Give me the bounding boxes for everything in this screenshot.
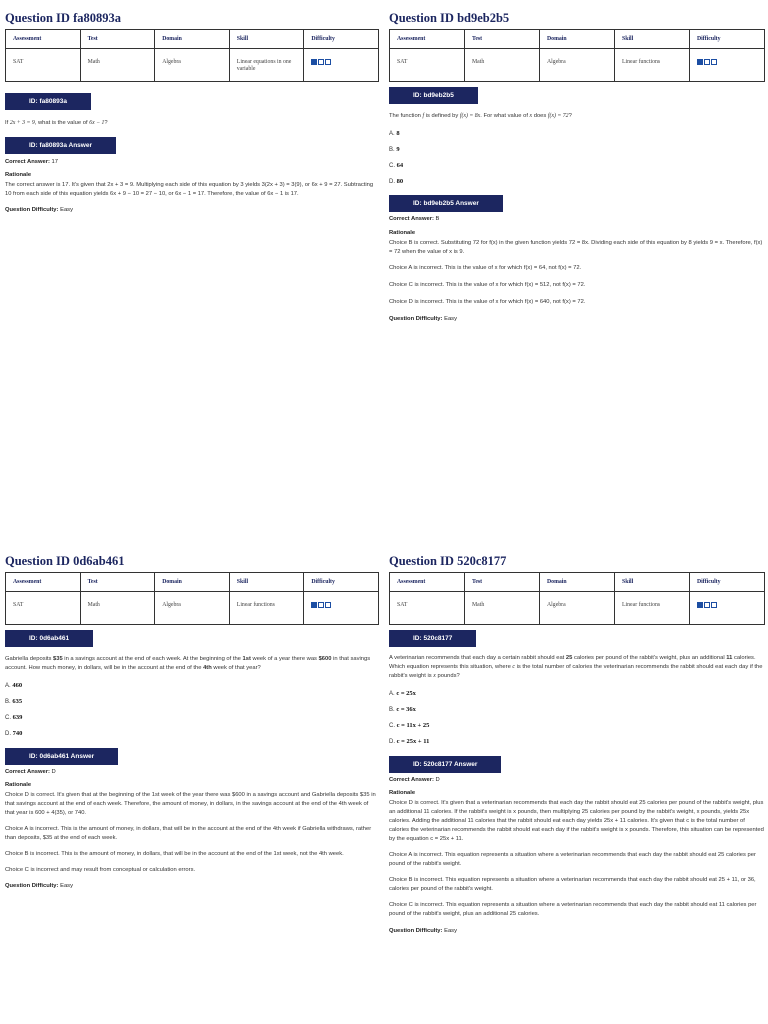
cell-difficulty [690,592,765,625]
answer-choice-d: D. 80 [389,178,404,185]
rationale-paragraph: The correct answer is 17. It's given that 2x + 3 = 9. Multiplying each side of this equation by 3 yields 3(2x + 3) = 3(9), or 6x + 9 = 27. Subtracting 10 from each side of this equation yields 6x + 9 − 10 = 27 − 10, or 6x − 1 = 17. Therefore, the value of 6x − 1 is 17. [5,182,374,197]
answer-banner: ID: 520c8177 Answer [389,756,501,773]
answer-choice-a: A. c = 25x [389,690,416,697]
id-banner: ID: 520c8177 [389,630,476,647]
answer-choice-b: B. 635 [5,698,23,705]
rationale-paragraph: Choice A is incorrect. This equation represents a situation where a veterinarian recommends that each day the rabbit should eat 25 calories per pound of the rabbit's weight. [389,852,756,867]
cell-difficulty [690,49,765,82]
question-meta-table [389,29,765,82]
rationale-paragraph: Choice B is incorrect. This equation represents a situation where a veterinarian recommends that each day the rabbit should eat 25 + 11, or 36, calories per pound of the rabbit's weight. [389,877,756,892]
correct-answer-line: Correct Answer: 17 [5,159,58,165]
header-test: Test [80,573,155,592]
header-difficulty: Difficulty [304,30,379,49]
question-prompt: If 2x + 3 = 9, what is the value of 6x − 1? [5,120,108,126]
answer-choice-c: C. 64 [389,162,404,169]
question-title: Question ID bd9eb2b5 [389,11,510,25]
answer-choice-d: D. c = 25x + 11 [389,738,430,745]
header-assessment: Assessment [390,573,465,592]
rationale-paragraph: Choice D is incorrect. This is the value of x for which f(x) = 640, not f(x) = 72. [389,299,586,305]
cell-skill: Linear equations in one variable [229,49,304,82]
cell-domain: Algebra [155,49,230,82]
rationale-heading: Rationale [389,230,416,236]
rationale-paragraph: Choice C is incorrect. This is the value of x for which f(x) = 512, not f(x) = 72. [389,282,586,288]
cell-domain: Algebra [540,49,615,82]
cell-assessment: SAT [390,592,465,625]
question-prompt: A veterinarian recommends that each day a certain rabbit should eat 25 calories per pound of the rabbit's weight, plus an additional 11 calories. Which equation represents this situation, where c is the total number of calories the veterinarian recommends the rabbit should eat each day if the rabbit's weight is x pounds? [389,655,763,679]
question-card-0d6ab461 [5,554,379,889]
cell-skill: Linear functions [229,592,304,625]
answer-choice-b: B. 9 [389,146,400,153]
question-prompt: The function f is defined by f(x) = 8x. For what value of x does f(x) = 72? [389,113,572,119]
cell-assessment: SAT [6,49,81,82]
correct-answer-line: Correct Answer: D [389,777,440,783]
question-title: Question ID 520c8177 [389,554,507,568]
cell-test: Math [80,49,155,82]
header-difficulty: Difficulty [690,30,765,49]
difficulty-indicator [311,604,332,610]
header-domain: Domain [155,573,230,592]
cell-assessment: SAT [390,49,465,82]
rationale-heading: Rationale [389,790,416,796]
rationale-paragraph: Choice D is correct. It's given that at the beginning of the 1st week of the year there was $600 in a savings account and Gabriella deposits $35 in that savings account at the end of each week. Therefore, the amount of money, in dollars, in the savings account at the end of the 4th week of that year is 600 + 4(35), or 740. [5,792,376,816]
header-domain: Domain [540,573,615,592]
rationale-paragraph: Choice B is incorrect. This is the amount of money, in dollars, that will be in the account at the end of the 1st week, not the 4th week. [5,851,344,857]
answer-choice-c: C. c = 11x + 25 [389,722,430,729]
answer-banner: ID: 0d6ab461 Answer [5,748,118,765]
correct-answer-line: Correct Answer: B [389,216,440,222]
header-skill: Skill [229,573,304,592]
difficulty-line: Question Difficulty: Easy [389,316,457,322]
rationale-paragraph: Choice C is incorrect and may result from conceptual or calculation errors. [5,867,196,873]
id-banner: ID: bd9eb2b5 [389,87,478,104]
header-domain: Domain [540,30,615,49]
header-skill: Skill [615,30,690,49]
question-card-fa80893a [5,11,379,213]
rationale-paragraph: Choice A is incorrect. This is the value of x for which f(x) = 64, not f(x) = 72. [389,265,582,271]
header-assessment: Assessment [390,30,465,49]
difficulty-line: Question Difficulty: Easy [5,207,73,213]
answer-choice-a: A. 8 [389,130,400,137]
cell-difficulty [304,49,379,82]
difficulty-line: Question Difficulty: Easy [389,928,457,934]
header-test: Test [80,30,155,49]
header-assessment: Assessment [6,573,81,592]
rationale-heading: Rationale [5,782,32,788]
header-test: Test [465,30,540,49]
answer-banner: ID: bd9eb2b5 Answer [389,195,503,212]
header-skill: Skill [229,30,304,49]
question-card-520c8177 [389,554,765,934]
header-difficulty: Difficulty [304,573,379,592]
answer-choice-b: B. c = 36x [389,706,416,713]
cell-test: Math [465,592,540,625]
rationale-paragraph: Choice D is correct. It's given that a veterinarian recommends that each day the rabbit should eat 25 calories per pound of the rabbit's weight, plus an additional 11 calories. If the rabbit's weight is x pounds, then multiplying 25 calories per pound by the rabbit's weight, x pounds, yields 25x calories. Adding the additional 11 calories that the rabbit should eat each day yields 25x + 11 calories. It's given that c is the total number of calories the veterinarian recommends the rabbit should eat each day if the rabbit's weight is x pounds. Therefore, this situation can be represented by the equation c = 25x + 11. [389,800,764,842]
cell-test: Math [465,49,540,82]
answer-choice-c: C. 639 [5,714,23,721]
answer-choice-a: A. 460 [5,682,23,689]
header-test: Test [465,573,540,592]
answer-choice-d: D. 740 [5,730,23,737]
answer-banner: ID: fa80893a Answer [5,137,116,154]
question-card-bd9eb2b5 [389,11,765,322]
cell-domain: Algebra [155,592,230,625]
correct-answer-line: Correct Answer: D [5,769,56,775]
cell-skill: Linear functions [615,49,690,82]
question-meta-table [5,29,379,82]
rationale-paragraph: Choice B is correct. Substituting 72 for f(x) in the given function yields 72 = 8x. Dividing each side of this equation by 8 yields 9 = x. Therefore, f(x) = 72 when the value of x is 9. [389,240,763,255]
difficulty-indicator [697,61,718,67]
header-assessment: Assessment [6,30,81,49]
difficulty-indicator [697,604,718,610]
cell-domain: Algebra [540,592,615,625]
difficulty-line: Question Difficulty: Easy [5,883,73,889]
header-domain: Domain [155,30,230,49]
cell-skill: Linear functions [615,592,690,625]
question-title: Question ID 0d6ab461 [5,554,125,568]
id-banner: ID: 0d6ab461 [5,630,93,647]
cell-test: Math [80,592,155,625]
header-skill: Skill [615,573,690,592]
question-title: Question ID fa80893a [5,11,121,25]
rationale-paragraph: Choice C is incorrect. This equation represents a situation where a veterinarian recommends that each day the rabbit should eat 11 calories per pound of the rabbit's weight, plus an additional 25 calories. [389,902,757,917]
header-difficulty: Difficulty [690,573,765,592]
question-prompt: Gabriella deposits $35 in a savings account at the end of each week. At the beginning of the 1st week of a year there was $600 in that savings account. How much money, in dollars, will be in the account at the end of the 4th week of that year? [5,656,371,671]
difficulty-indicator [311,61,332,67]
id-banner: ID: fa80893a [5,93,91,110]
rationale-heading: Rationale [5,172,32,178]
question-meta-table [5,572,379,625]
rationale-paragraph: Choice A is incorrect. This is the amount of money, in dollars, that will be in the account at the end of the 4th week if Gabriella withdraws, rather than deposits, $35 at the end of each week. [5,826,372,841]
cell-difficulty [304,592,379,625]
question-meta-table [389,572,765,625]
cell-assessment: SAT [6,592,81,625]
